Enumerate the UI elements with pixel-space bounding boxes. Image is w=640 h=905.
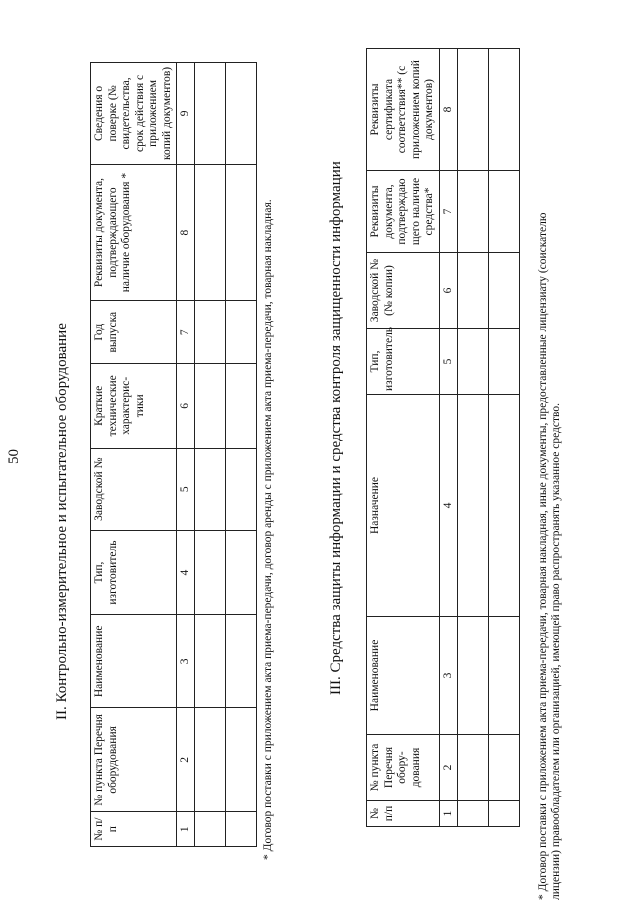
column-number: 5 [177,448,195,530]
empty-cell [195,448,226,530]
column-number: 7 [439,171,457,253]
empty-cell [195,364,226,448]
empty-cell [457,395,488,617]
column-number: 1 [439,801,457,827]
section-3-title: III. Средства защиты информации и средства контроля защищенности информации [328,161,344,695]
column-number: 4 [177,530,195,614]
column-number: 8 [439,49,457,171]
header-cell: № пункта Перечня обору- дования [367,735,440,801]
column-number: 2 [177,708,195,812]
empty-cell [488,735,519,801]
empty-cell [195,164,226,300]
header-cell: № п/п [367,801,440,827]
header-cell: Год выпуска [91,301,177,364]
column-number: 6 [177,364,195,448]
header-cell: Краткие технические характерис- тики [91,364,177,448]
column-number: 2 [439,735,457,801]
header-cell: Сведения о поверке (№ свидетельства, срок действия с приложением копий документов) [91,63,177,165]
empty-cell [226,301,257,364]
empty-cell [195,708,226,812]
column-number: 9 [177,63,195,165]
header-cell: № пункта Перечня оборудования [91,708,177,812]
empty-cell [457,801,488,827]
empty-cell [488,329,519,395]
table-row [226,63,257,847]
column-number: 7 [177,301,195,364]
column-number: 3 [177,615,195,708]
security-tools-table [366,48,520,827]
header-cell: Заводской № (№ копии) [367,253,440,329]
empty-cell [195,812,226,847]
empty-cell [226,164,257,300]
table-header-row [91,63,177,847]
empty-cell [226,812,257,847]
empty-cell [488,253,519,329]
column-number-row [177,63,195,847]
header-cell: Реквизиты сертификата соответствия** (с приложением копий документов) [367,49,440,171]
table-row [457,49,488,827]
empty-cell [488,395,519,617]
empty-cell [457,617,488,735]
header-cell: Тип, изготовитель [367,329,440,395]
header-cell: Реквизиты документа, подтверждаю щего наличие средства* [367,171,440,253]
table-row [488,49,519,827]
section-3-footnote-line-1: * Договор поставки с приложением акта приема-передачи, товарная накладная, иные документы, предоставленные лицензиату (соискателю [537,212,549,900]
empty-cell [457,171,488,253]
column-number: 4 [439,395,457,617]
table-header-row [367,49,440,827]
section-2-footnote: * Договор поставки с приложением акта приема-передачи, договор аренды с приложением акта приема-передачи, товарная накладная. [262,199,274,860]
section-3-footnote-line-2: лицензии) правообладателем или организацией, имеющей право распространять указанное средство. [550,403,562,900]
header-cell: Тип, изготовитель [91,530,177,614]
column-number-row [439,49,457,827]
empty-cell [457,735,488,801]
page-number: 50 [6,449,22,464]
column-number: 6 [439,253,457,329]
section-2-title: II. Контрольно-измерительное и испытательное оборудование [54,323,70,720]
empty-cell [488,801,519,827]
equipment-table [90,62,257,847]
empty-cell [457,253,488,329]
empty-cell [195,63,226,165]
column-number: 3 [439,617,457,735]
empty-cell [488,49,519,171]
header-cell: Назначение [367,395,440,617]
column-number: 1 [177,812,195,847]
empty-cell [226,708,257,812]
header-cell: Реквизиты документа, подтверждающего наличие оборудования * [91,164,177,300]
empty-cell [226,530,257,614]
empty-cell [457,329,488,395]
empty-cell [226,448,257,530]
empty-cell [226,364,257,448]
empty-cell [226,615,257,708]
header-cell: № п/п [91,812,177,847]
header-cell: Наименование [91,615,177,708]
section-3-footnote [537,213,563,900]
empty-cell [488,171,519,253]
empty-cell [195,615,226,708]
column-number: 5 [439,329,457,395]
table-row [195,63,226,847]
empty-cell [488,617,519,735]
empty-cell [226,63,257,165]
column-number: 8 [177,164,195,300]
empty-cell [195,530,226,614]
empty-cell [195,301,226,364]
empty-cell [457,49,488,171]
header-cell: Наименование [367,617,440,735]
header-cell: Заводской № [91,448,177,530]
